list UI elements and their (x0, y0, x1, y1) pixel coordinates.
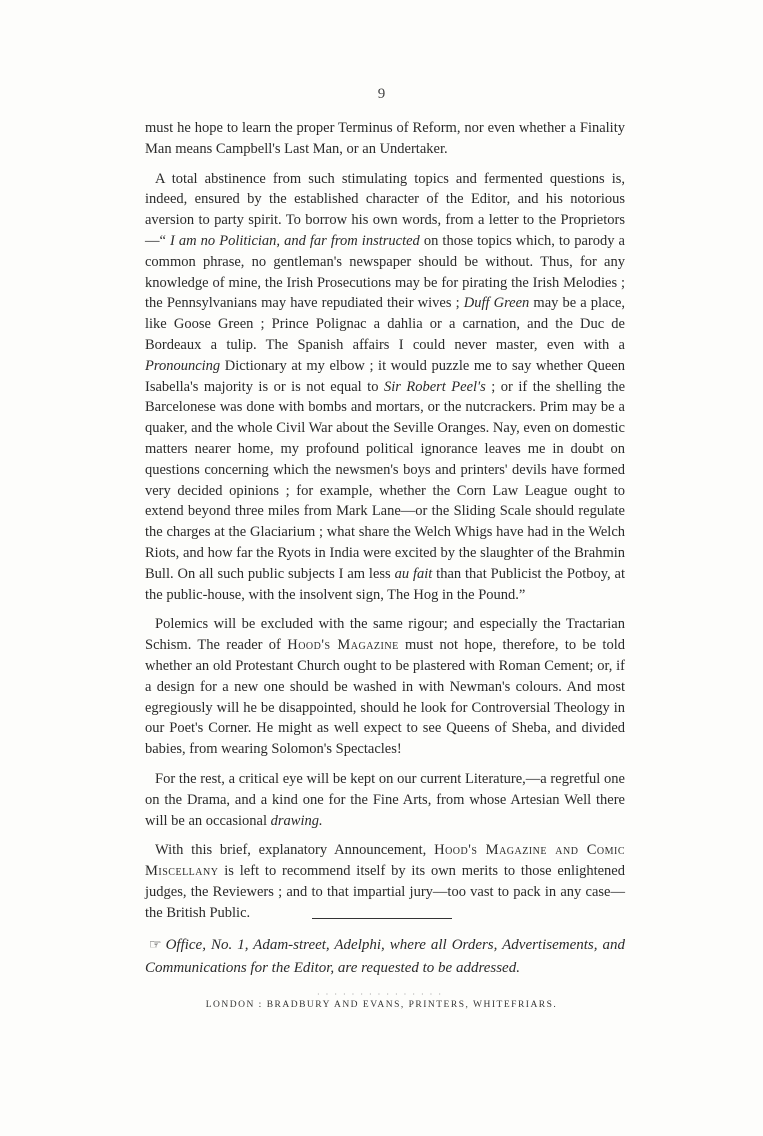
italic-text: Sir Robert Peel's (383, 378, 486, 395)
text-run: With this brief, explanatory Announcement, (155, 842, 435, 859)
decorative-dots: · · · · · · · · · · · · · · · (317, 990, 443, 999)
paragraph-literature (145, 769, 625, 831)
paragraph-polemics (145, 614, 625, 760)
page-number: 9 (377, 86, 386, 102)
small-caps-text: Hood's Magazine and Comic Miscellany (145, 842, 626, 880)
paragraph-continuation (145, 118, 625, 160)
office-notice (145, 934, 625, 979)
section-divider (312, 918, 452, 919)
italic-text: Duff Green (463, 295, 530, 312)
printer-imprint: LONDON : BRADBURY AND EVANS, PRINTERS, WHITEFRIARS. (205, 1000, 558, 1010)
text-run: must not hope, therefore, to be told whether an old Protestant Church ought to be plastered with Roman Cement; or, if a design for a new one should be washed in with Newman's colours. And most egregiously will he be disappointed, should he look for Controversial Theology in our Poet's Corner. He might as well expect to see Queens of Sheba, and divided babies, from wearing Solomon's Spectacles! (145, 637, 625, 758)
office-notice-text: Office, No. 1, Adam-street, Adelphi, where all Orders, Advertisements, and Communications for the Editor, are requested to be addressed. (145, 937, 625, 976)
italic-text: I am no Politician, and far from instructed (170, 232, 420, 249)
text-run: ; or if the shelling the Barcelonese was done with bombs and mortars, or the nutcrackers. Prim may be a quaker, and the whole Civil War about the Seville Oranges. Nay, even on domestic matters nearer home, my profound political ignorance leaves me in doubt on questions concerning which the newsmen's boys and printers' devils have formed very decided opinions ; for example, whether the Corn Law League ought to extend beyond three miles from Mark Lane—or the Sliding Scale should regulate the charges at the Glaciarium ; what share the Welch Whigs have had in the Welch Riots, and how far the Ryots in India were excited by the slaughter of the Brahmin Bull. On all such public subjects I am less (145, 378, 626, 582)
italic-text: Pronouncing (145, 357, 221, 374)
text-run: For the rest, a critical eye will be kept on our current Literature,—a regretful one on the Drama, and a kind one for the Fine Arts, from whose Artesian Well there will be an occasional (145, 770, 625, 829)
text-run: Polemics will be excluded with the same rigour; and especially the Tractarian Schism. The reader of (145, 616, 625, 654)
text-run: is left to recommend itself by its own merits to those enlightened judges, the Reviewers ; and to that impartial jury—too vast to pack in any case—the British Public. (145, 863, 625, 921)
text-run: may be a place, like Goose Green ; Prince Polignac a dahlia or a carnation, and the Duc de Bordeaux a tulip. The Spanish affairs I could never master, even with a (145, 295, 626, 353)
text-run: on those topics which, to parody a common phrase, no gentleman's newspaper should be without. Thus, for any knowledge of mine, the Irish Prosecutions may be for pirating the Irish Melodies ; the Pennsylvanians may have repudiated their wives ; (145, 232, 625, 312)
paragraph-abstinence (145, 169, 625, 606)
body-text (145, 118, 625, 932)
italic-text: drawing. (270, 812, 323, 829)
small-caps-text: Hood's Magazine (287, 637, 399, 654)
text-run: A total abstinence from such stimulating topics and fermented questions is, indeed, ensured by the established character of the Editor, and his notorious aversion to party spirit. To borrow his own words, from a letter to the Proprietors—“ (145, 170, 625, 249)
text-run: than that Publicist the Potboy, at the public-house, with the insolvent sign, The Hog in the Pound.” (145, 565, 625, 603)
italic-text: au fait (394, 565, 433, 582)
text-run: Dictionary at my elbow ; it would puzzle me to say whether Queen Isabella's majority is or is not equal to (145, 357, 625, 395)
paragraph-announcement (145, 840, 625, 923)
pointing-hand-icon: ☞ (149, 938, 162, 953)
text-run: must he hope to learn the proper Terminus of Reform, nor even whether a Finality Man means Campbell's Last Man, or an Undertaker. (145, 120, 625, 157)
